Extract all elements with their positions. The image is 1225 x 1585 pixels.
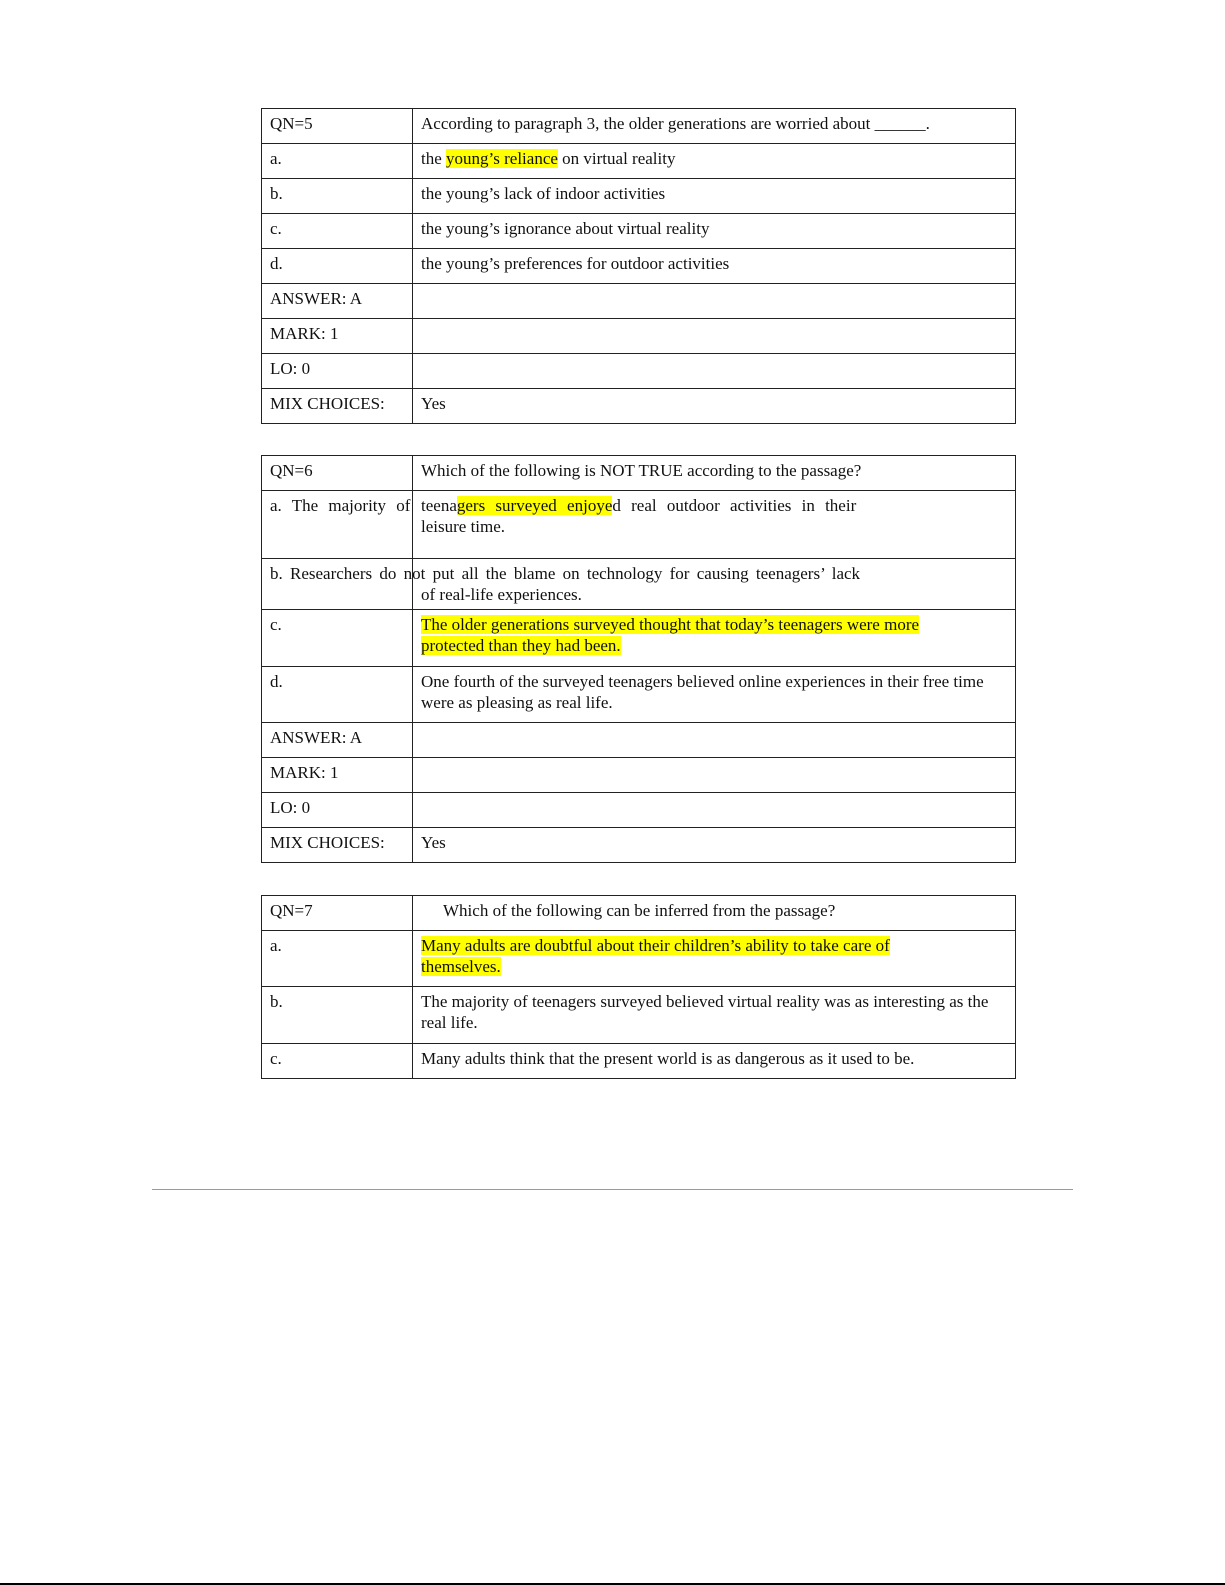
- highlighted-text: Many adults are doubtful about their children’s ability to take care of: [421, 936, 890, 955]
- table-row: [262, 284, 1016, 319]
- empty-cell: [413, 758, 1016, 793]
- table-row: [262, 559, 1016, 610]
- question-number-cell: QN=7: [262, 896, 413, 931]
- empty-cell: [413, 723, 1016, 758]
- highlighted-text: protected than they had been.: [421, 636, 621, 655]
- choice-label: c.: [262, 214, 413, 249]
- choice-text: the young’s reliance on virtual reality: [413, 144, 1016, 179]
- mix-choices-value: Yes: [413, 389, 1016, 424]
- lo-cell: LO: 0: [262, 793, 413, 828]
- table-row: [262, 214, 1016, 249]
- choice-text: Many adults think that the present world is as dangerous as it used to be.: [413, 1044, 1016, 1079]
- choice-text: [413, 931, 1016, 987]
- choice-label: a.: [262, 144, 413, 179]
- choice-label: c.: [262, 1044, 413, 1079]
- question-number-cell: QN=5: [262, 109, 413, 144]
- table-row: [262, 896, 1016, 931]
- table-row: [262, 828, 1016, 863]
- table-row: [262, 667, 1016, 723]
- table-row: [262, 179, 1016, 214]
- question-text: Which of the following is NOT TRUE according to the passage?: [421, 461, 862, 480]
- table-row: [262, 319, 1016, 354]
- empty-cell: [413, 793, 1016, 828]
- choice-label: b.: [262, 987, 413, 1044]
- highlighted-text: young’s reliance: [446, 149, 558, 168]
- table-row: [262, 354, 1016, 389]
- highlighted-text: gers surveyed enjoye: [456, 496, 613, 515]
- table-row: [262, 758, 1016, 793]
- question-text: According to paragraph 3, the older generations are worried about ______.: [421, 114, 930, 133]
- choice-text: the young’s preferences for outdoor activities: [413, 249, 1016, 284]
- highlighted-text: themselves.: [421, 957, 501, 976]
- choice-b-line1: b. Researchers do not put all the blame on technology for causing teenagers’ lack: [270, 564, 861, 583]
- table-row: [262, 249, 1016, 284]
- question-5-table: [261, 108, 1016, 424]
- question-text-cell: [413, 109, 1016, 144]
- mark-cell: MARK: 1: [262, 758, 413, 793]
- choice-text: The majority of teenagers surveyed believed virtual reality was as interesting as the real life.: [413, 987, 1016, 1044]
- table-row: [262, 456, 1016, 491]
- question-text-cell: [413, 456, 1016, 491]
- table-row: [262, 1044, 1016, 1079]
- lo-cell: LO: 0: [262, 354, 413, 389]
- empty-cell: [413, 354, 1016, 389]
- choice-text: of real-life experiences.: [413, 559, 1016, 610]
- choice-label: d.: [262, 667, 413, 723]
- table-row: [262, 144, 1016, 179]
- question-number-cell: QN=6: [262, 456, 413, 491]
- choice-label: a.: [262, 931, 413, 987]
- table-row: [262, 723, 1016, 758]
- question-text-cell: [413, 896, 1016, 931]
- highlighted-text: The older generations surveyed thought that today’s teenagers were more: [421, 615, 920, 634]
- choice-label: c.: [262, 610, 413, 667]
- table-row: [262, 389, 1016, 424]
- choice-text: [413, 610, 1016, 667]
- choice-label: d.: [262, 249, 413, 284]
- page-divider: [152, 1189, 1073, 1190]
- answer-cell: ANSWER: A: [262, 723, 413, 758]
- choice-text: teenagers surveyed enjoyed real outdoor activities in their leisure time.: [413, 491, 1016, 559]
- table-row: [262, 793, 1016, 828]
- choice-text: the young’s lack of indoor activities: [413, 179, 1016, 214]
- empty-cell: [413, 284, 1016, 319]
- question-6-table: [261, 455, 1016, 863]
- question-text: Which of the following can be inferred from the passage?: [443, 901, 836, 920]
- choice-label: b.: [262, 179, 413, 214]
- mix-choices-value: Yes: [413, 828, 1016, 863]
- table-row: [262, 987, 1016, 1044]
- choice-text: One fourth of the surveyed teenagers believed online experiences in their free time were as pleasing as real life.: [413, 667, 1016, 723]
- choice-label: a. The majority of: [262, 491, 413, 559]
- mix-choices-label: MIX CHOICES:: [262, 389, 413, 424]
- question-7-table: [261, 895, 1016, 1079]
- mix-choices-label: MIX CHOICES:: [262, 828, 413, 863]
- mark-cell: MARK: 1: [262, 319, 413, 354]
- choice-text: the young’s ignorance about virtual reality: [413, 214, 1016, 249]
- table-row: [262, 109, 1016, 144]
- table-row: [262, 610, 1016, 667]
- table-row: [262, 931, 1016, 987]
- empty-cell: [413, 319, 1016, 354]
- table-row: [262, 491, 1016, 559]
- answer-cell: ANSWER: A: [262, 284, 413, 319]
